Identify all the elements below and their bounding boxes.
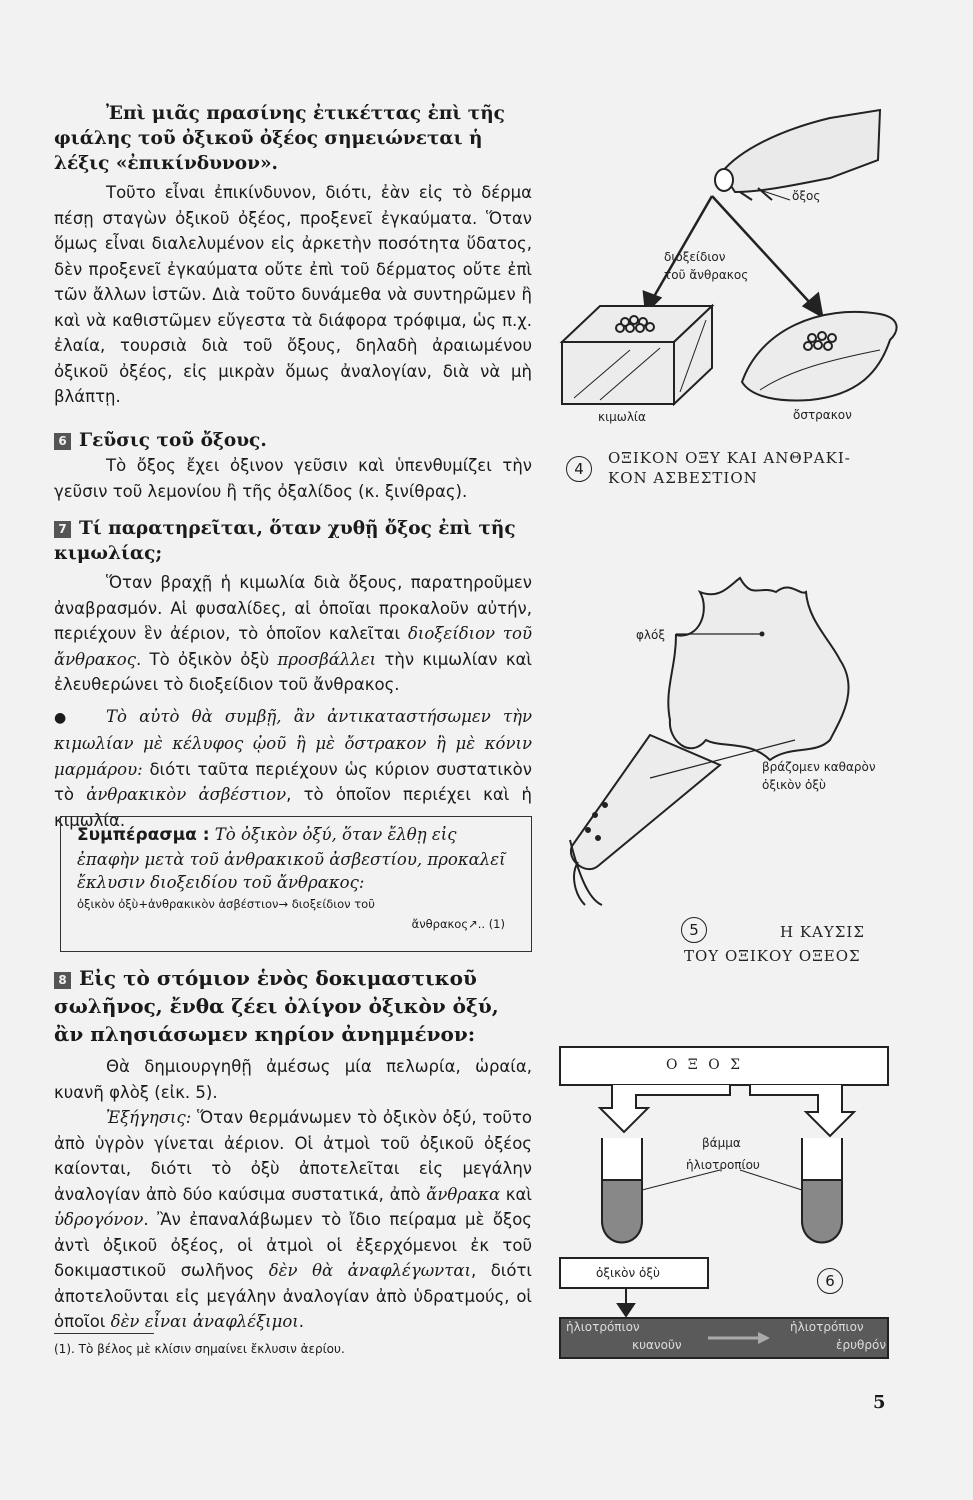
fig4-label-co2-1: διοξείδιον	[664, 250, 726, 264]
conclusion-text: Τὸ ὀξικὸν ὀξύ, ὅταν ἔλθῃ εἰς ἐπαφὴν μετὰ τοῦ ἀνθρακικοῦ ἀσβεστίου, προκαλεῖ ἔκλυσιν διοξειδίου τοῦ ἄνθρακος:	[77, 825, 506, 892]
section-8-p1: Θὰ δημιουργηθῇ ἀμέσως μία πελωρία, ὡραία, κυανῆ φλὸξ (εἰκ. 5).	[54, 1057, 532, 1102]
fig4-label-acid: ὄξος	[792, 189, 821, 203]
fig5-number: 5	[681, 917, 707, 943]
fig4-label-shell: ὄστρακον	[793, 408, 852, 422]
section-7-title: Τί παρατηρεῖται, ὅταν χυθῇ ὄξος ἐπὶ τῆς κιμωλίας;	[54, 518, 516, 564]
fig6-label-dye-2: ἡλιοτροπίου	[686, 1158, 760, 1172]
page-number: 5	[873, 1392, 886, 1413]
fig4-label-chalk: κιμωλία	[598, 410, 646, 424]
conclusion-equation-end: ἄνθρακος↗.. (1)	[411, 916, 505, 931]
fig6-bar-left-2: κυανοῦν	[632, 1338, 682, 1352]
fig5-caption-1: Η ΚΑΥΣΙΣ	[780, 923, 865, 941]
fig6-bar-right: ἡλιοτρόπιον	[790, 1320, 864, 1334]
fig5-label-acid-2: ὀξικὸν ὀξὺ	[762, 778, 827, 792]
fig4-chalk-block	[562, 306, 712, 404]
section-6-number: 6	[54, 433, 71, 450]
fig6-apparatus	[560, 1047, 888, 1358]
fig4-label-co2-2: τοῦ ἄνθρακος	[664, 268, 749, 282]
fig6-label-acid: ὀξικὸν ὀξὺ	[596, 1266, 661, 1280]
fig4-bottle-illustration	[715, 110, 880, 200]
section-8-number: 8	[54, 972, 71, 989]
section-7-body: Ὅταν βραχῇ ἡ κιμωλία διὰ ὄξους, παρατηροῦμεν ἀναβρασμόν. Αἱ φυσαλίδες, αἱ ὁποῖαι προκαλοῦν αὐτήν, περιέχουν ἓν ἀέριον, τὸ ὁποῖον καλεῖται διοξείδιον τοῦ ἄνθρακος. Τὸ ὀξικὸν ὀξὺ προσβάλλει τὴν κιμωλίαν καὶ ἐλευθερώνει τὸ διοξείδιον τοῦ ἄνθρακος.	[54, 573, 532, 694]
conclusion-label: Συμπέρασμα :	[77, 825, 210, 845]
fig6-number: 6	[817, 1268, 843, 1294]
section-7-number: 7	[54, 521, 71, 538]
fig4-number: 4	[566, 456, 592, 482]
section-8-p2: Ἐξήγησις: Ὅταν θερμάνωμεν τὸ ὀξικὸν ὀξύ, τοῦτο ἀπὸ ὑγρὸν γίνεται ἀέριον. Οἱ ἀτμοὶ τοῦ ὀξικοῦ ὀξέος καίονται, διότι τὸ ὀξὺ ἀποτελεῖται εἰς μεγάλην ἀναλογίαν ἀπὸ δύο καύσιμα συστατικά, ἀπὸ ἄνθρακα καὶ ὑδρογόνον. Ἂν ἐπαναλάβωμεν τὸ ἴδιο πείραμα μὲ ὄξος ἀντὶ ὀξικοῦ ὀξέος, οἱ ἀτμοὶ οἱ ἐξερχόμενοι ἐκ τοῦ δοκιμαστικοῦ σωλῆνος δὲν θὰ ἀναφλέγωνται, διότι ἀποτελοῦνται εἰς μεγάλην ἀναλογίαν ἀπὸ ὑδρατμούς, οἱ ὁποῖοι δὲν εἶναι ἀναφλέξιμοι.	[54, 1108, 533, 1331]
fig5-label-acid-1: βράζομεν καθαρὸν	[762, 760, 876, 774]
fig6-bar-left: ἡλιοτρόπιον	[566, 1320, 640, 1334]
fig4-caption-1: ΟΞΙΚΟΝ ΟΞΥ ΚΑΙ ΑΝΘΡΑΚΙ-	[608, 449, 851, 467]
fig5-test-tube	[570, 735, 720, 905]
fig5-label-flame: φλόξ	[636, 628, 666, 642]
intro-body: Τοῦτο εἶναι ἐπικίνδυνον, διότι, ἐὰν εἰς τὸ δέρμα πέσῃ σταγὼν ὀξικοῦ ὀξέος, προξενεῖ ἐγκαύματα. Ὅταν ὅμως εἶναι διαλελυμένον εἰς ἀρκετὴν ποσότητα ὕδατος, δὲν προξενεῖ ἐγκαύματα οὔτε ἐπὶ τοῦ δέρματος οὔτε ἐπὶ τῶν ἄλλων ἱστῶν. Διὰ τοῦτο δυνάμεθα νὰ συντηρῶμεν ἢ καὶ νὰ καθιστῶμεν εὔγεστα τὰ διάφορα τρόφιμα, ὡς π.χ. ἐλαία, τουρσιὰ διὰ τοῦ ὄξους, δηλαδὴ ἀραιωμένου ὀξικοῦ ὀξέος, εἰς μικρὰν ὅμως ἀναλογίαν, διὰ νὰ μὴ βλάπτῃ.	[54, 183, 532, 406]
footnote: (1). Τὸ βέλος μὲ κλίσιν σημαίνει ἔκλυσιν ἀερίου.	[54, 1342, 345, 1356]
fig6-top-bar-label: Ο Ξ Ο Σ	[666, 1057, 744, 1073]
section-6-body: Τὸ ὄξος ἔχει ὀξινον γεῦσιν καὶ ὑπενθυμίζει τὴν γεῦσιν τοῦ λεμονίου ἢ τῆς ὀξαλίδος (κ. ξινίθρας).	[54, 456, 532, 501]
fig5-flame	[668, 578, 848, 760]
section-8-title: Εἰς τὸ στόμιον ἑνὸς δοκιμαστικοῦ σωλῆνος, ἔνθα ζέει ὀλίγον ὀξικὸν ὀξύ, ἂν πλησιάσωμεν κηρίον ἀνημμένον:	[54, 966, 499, 1046]
section-6-title: Γεῦσις τοῦ ὄξους.	[79, 430, 267, 451]
bullet-paragraph: ● Τὸ αὐτὸ θὰ συμβῇ, ἂν ἀντικαταστήσωμεν τὴν κιμωλίαν μὲ κέλυφος ᾠοῦ ἢ μὲ ὄστρακον ἢ μὲ κόνιν μαρμάρου: διότι ταῦτα περιέχουν ὡς κύριον συστατικὸν τὸ ἀνθρακικὸν ἀσβέστιον, τὸ ὁποῖον περιέχει καὶ ἡ κιμωλία.	[54, 706, 532, 830]
intro-heading: Ἐπὶ μιᾶς πρασίνης ἐτικέττας ἐπὶ τῆς φιάλης τοῦ ὀξικοῦ ὀξέος σημειώνεται ἡ λέξις «ἐπικίνδυνον».	[54, 103, 505, 174]
conclusion-equation: ὀξικὸν ὀξὺ+ἀνθρακικὸν ἀσβέστιον→ διοξείδιον τοῦ	[77, 896, 375, 911]
fig6-label-dye-1: βάμμα	[702, 1136, 741, 1150]
fig5-caption-2: ΤΟΥ ΟΞΙΚΟΥ ΟΞΕΟΣ	[684, 947, 861, 965]
fig4-shell	[742, 312, 897, 401]
fig4-caption-2: ΚΟΝ ΑΣΒΕΣΤΙΟΝ	[608, 469, 758, 487]
fig6-bar-right-2: ἐρυθρόν	[836, 1338, 887, 1352]
